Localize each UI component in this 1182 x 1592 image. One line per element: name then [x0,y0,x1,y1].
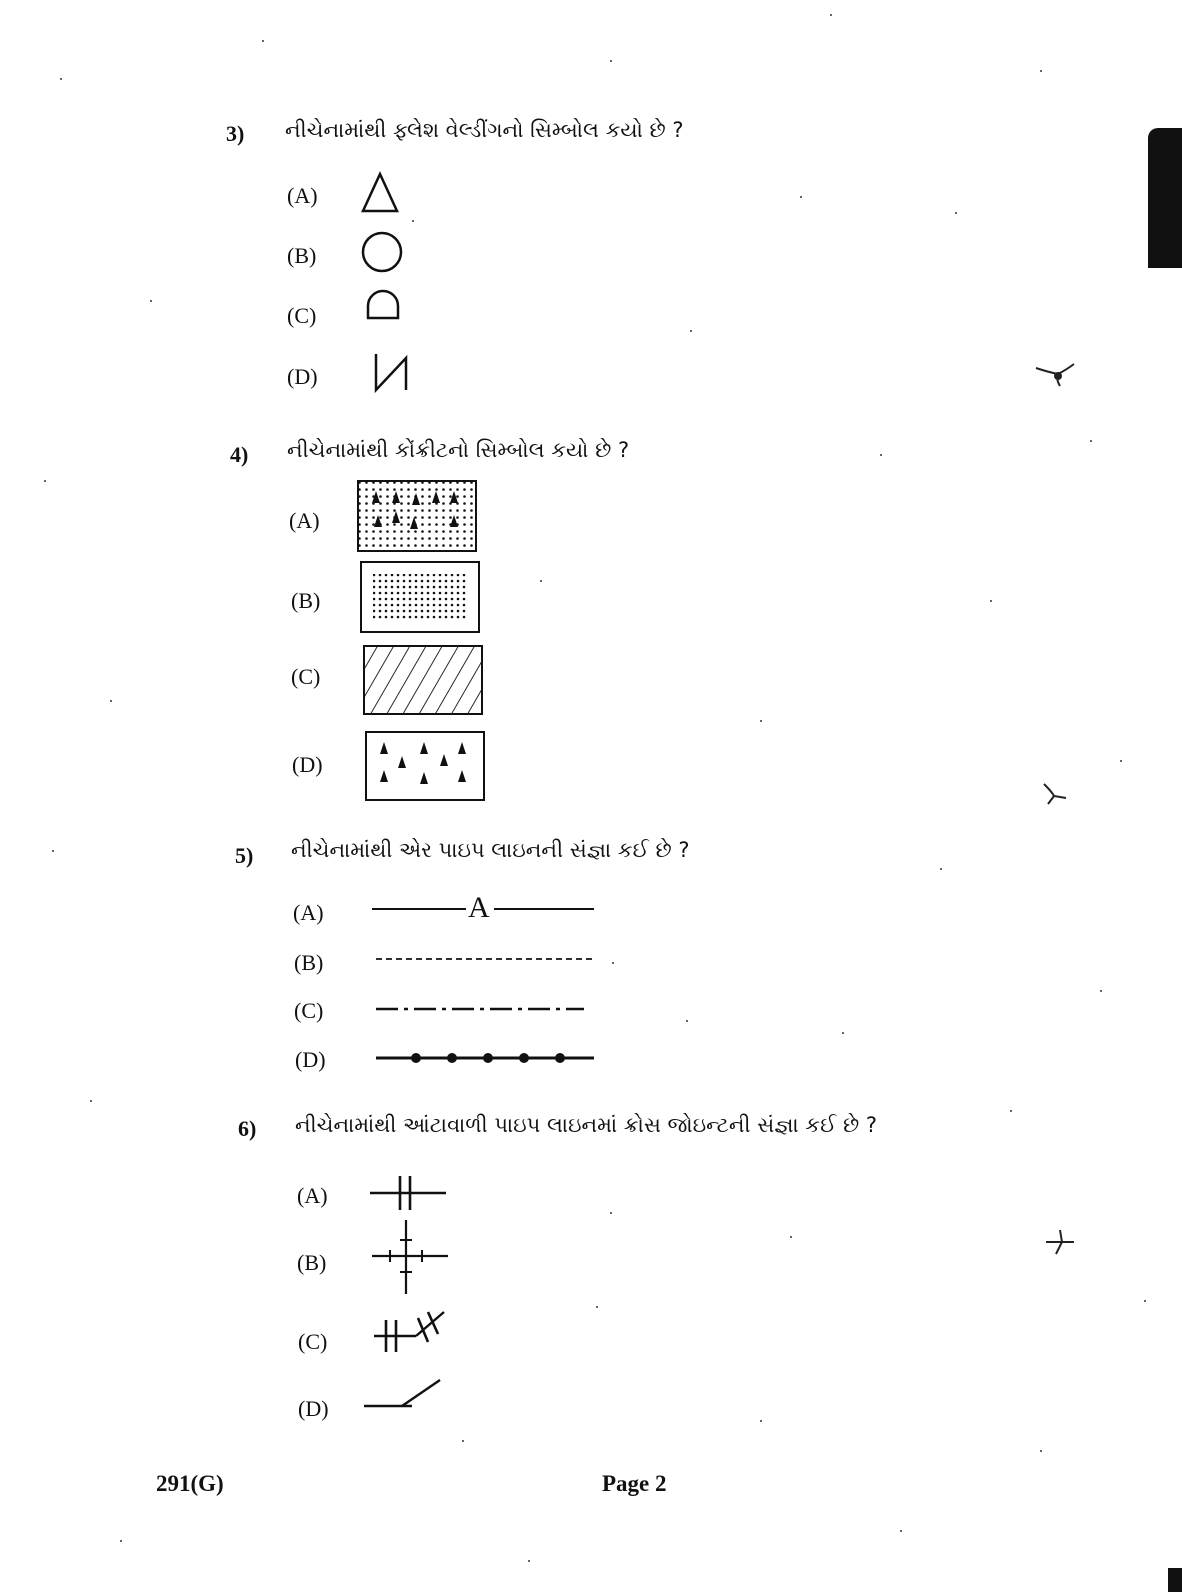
line-segment [372,908,466,910]
option-label: (A) [289,508,320,533]
question-number: 3) [226,121,245,146]
line-with-letter [372,893,594,927]
line-with-dots [374,1049,596,1067]
dots-and-triangles-hatch [356,479,478,555]
scan-blot [1034,362,1080,390]
line-segment [494,908,594,910]
double-bar-angled-joint [372,1308,452,1358]
line-letter: A [468,891,490,924]
page-number: Page 2 [602,1471,667,1496]
question-number: 4) [230,442,249,467]
option-label: (A) [287,183,318,208]
question-text: નીચેનામાંથી ફ્લેશ વેલ્ડીંગનો સિમ્બોલ કયો છે ? [285,118,684,142]
option-label: (D) [292,752,323,777]
question-number: 6) [238,1116,257,1141]
option-label: (B) [297,1250,327,1275]
triangle-icon [360,170,404,216]
option-label: (C) [287,303,317,328]
option-label: (A) [293,900,324,925]
circle-icon [358,228,406,276]
option-label: (C) [291,664,321,689]
option-label: (B) [291,588,321,613]
question-text: નીચેનામાંથી એર પાઇપ લાઇનની સંજ્ઞા કઈ છે ? [291,838,690,862]
zigzag-icon [368,352,414,394]
option-label: (D) [287,364,318,389]
option-label: (B) [294,950,324,975]
dotted-hatch [359,560,483,636]
triangles-hatch [364,730,488,804]
angled-branch [362,1376,446,1416]
scan-blot [1044,1228,1078,1256]
paper-code: 291(G) [156,1471,224,1496]
option-label: (B) [287,243,317,268]
question-number: 5) [235,843,254,868]
question-text: નીચેનામાંથી કોંક્રીટનો સિમ્બોલ કયો છે ? [287,438,630,462]
short-dashed-line [374,952,596,966]
option-label: (C) [298,1329,328,1354]
half-round-icon [364,288,404,324]
edge-tab-mark [1148,128,1182,268]
option-label: (C) [294,998,324,1023]
option-label: (D) [295,1047,326,1072]
diagonal-line-hatch [362,644,486,718]
cross-joint [370,1218,450,1296]
option-label: (D) [298,1396,329,1421]
question-text: નીચેનામાંથી આંટાવાળી પાઇપ લાઇનમાં ક્રોસ જોઇન્ટની સંજ્ઞા કઈ છે ? [295,1113,878,1137]
edge-corner-mark [1168,1568,1182,1592]
double-bar-joint [368,1172,448,1214]
dash-dot-line [374,1002,586,1016]
option-label: (A) [297,1183,328,1208]
scan-blot [1040,780,1070,808]
